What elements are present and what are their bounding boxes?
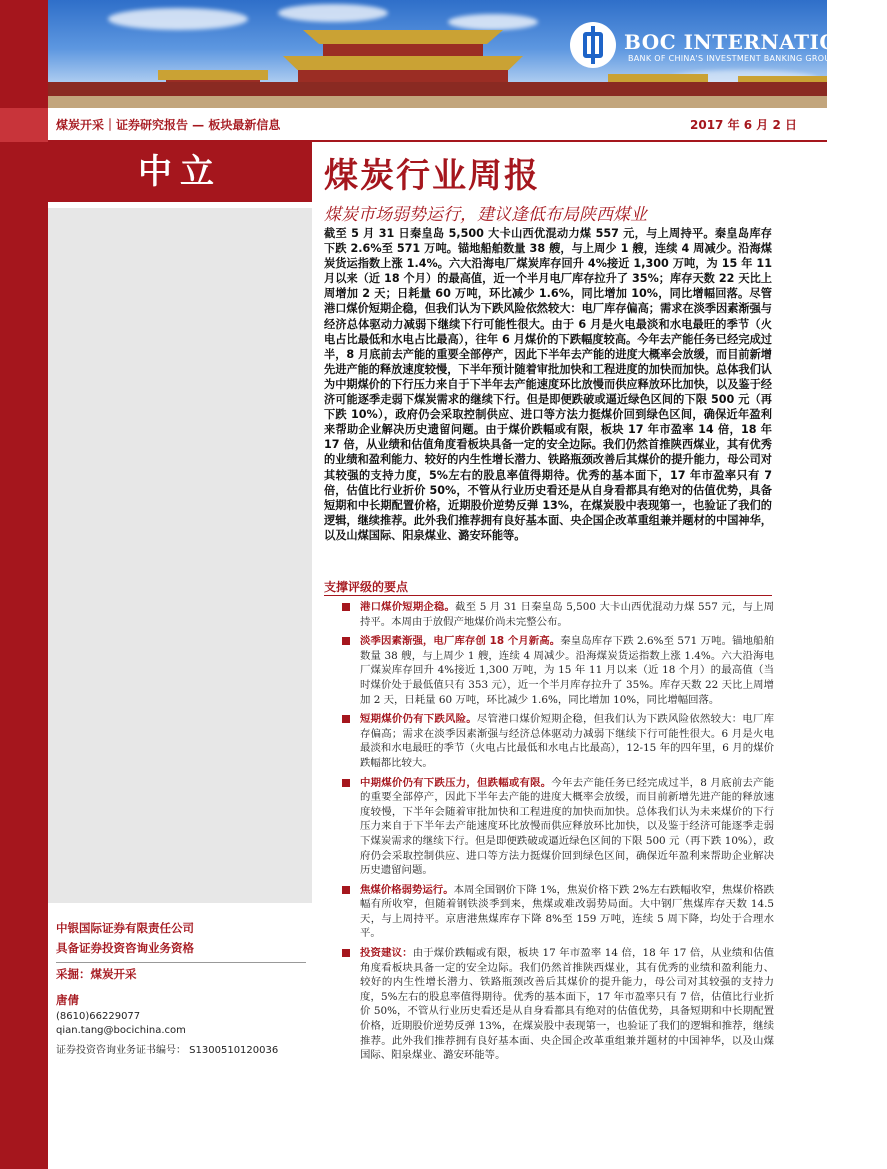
company-info [56,918,194,958]
list-item: 淡季因素渐强，电厂库存创 18 个月新高。秦皇岛库存下跌 2.6%至 571 万吨。锚地船舶数量 38 艘，与上周少 1 艘，连续 4 周减少。沿海煤炭货运指数上涨 1.4%。六大沿海电厂煤炭库存回升 4%接近 1,300 万吨，为 15 年 11 月以来（近 18 个月）的最高值（当时煤价处于最低值只有 353 元），近一个半月库存拉升了 35%。库存天数 22 天比上周增加 2 天，日耗量 60 万吨，环比减少 1.6%，同比增加 10%，同比增幅回落。 [342,634,774,707]
left-accent-strip [0,0,48,1169]
analyst-email[interactable]: qian.tang@bocichina.com [56,1025,186,1036]
company-qualification: 具备证券投资咨询业务资格 [56,941,194,955]
brand-subtitle: BANK OF CHINA'S INVESTMENT BANKING GROUP [628,54,836,63]
cloud [108,8,248,30]
bullet-square-icon [342,886,350,894]
rating-label: 中立 [138,152,222,192]
list-item: 短期煤价仍有下跌风险。尽管港口煤价短期企稳，但我们认为下跌风险依然较大：电厂库存偏高；需求在淡季因素渐强与经济总体驱动力减弱下继续下行可能性很大。6 月是火电最淡和水电最旺的季节（火电占比最低和水电占比最高），12-15 年的四年里，6 月的煤价跌幅都比较大。 [342,712,774,770]
courtyard [48,96,827,108]
sidebar-panel [48,208,312,903]
brand-name: BOC INTERNATIONAL [624,30,887,54]
cloud [278,4,388,22]
list-item: 投资建议：由于煤价跌幅或有限，板块 17 年市盈率 14 倍，18 年 17 倍，从业绩和估值角度看板块具备一定的安全边际。我们仍然首推陕西煤业，其有优秀的业绩和盈利能力、较好的内生性增长潜力、铁路瓶颈改善后其煤价的提升能力，母公司对其较强的支持力度，5%左右的股息率值得期待。优秀的基本面下，17 年市盈率只有 7 倍，估值比行业折价 50%，不管从行业历史看还是从自身看都具有绝对的估值优势，具备短期和中长期配置价格，近期股价逆势反弹 13%，在煤炭股中表现第一，也验证了我们的逻辑和推荐，继续推荐。此外我们推荐拥有良好基本面、央企国企改革重组兼并题材的中国神华，以及山煤国际、阳泉煤业、潞安环能等。 [342,946,774,1063]
palace-roof-lower [283,56,523,70]
bullet-square-icon [342,715,350,723]
bullet-square-icon [342,603,350,611]
boc-logo-icon [570,22,616,68]
breadcrumb: 煤炭开采｜证券研究报告 — 板块最新信息 [56,118,281,132]
support-divider [324,595,772,596]
side-roof-left [158,70,268,80]
report-title: 煤炭行业周报 [324,156,540,196]
company-name: 中银国际证券有限责任公司 [56,921,194,935]
palace-hall-top [323,44,483,58]
summary-paragraph: 截至 5 月 31 日秦皇岛 5,500 大卡山西优混动力煤 557 元，与上周持平。秦皇岛库存下跌 2.6%至 571 万吨。锚地船舶数量 38 艘，与上周少 1 艘，连续 4 周减少。沿海煤炭货运指数上涨 1.4%。六大沿海电厂煤炭库存回升 4%接近 1,300 万吨，为 15 年 11 月以来（近 18 个月）的最高值，近一个半月电厂库存拉升了 35%；库存天数 22 天比上周增加 2 天；日耗量 60 万吨，环比减少 1.6%，同比增加 10%，同比增幅回落。尽管港口煤价短期企稳，但我们认为下跌风险依然较大：电厂库存偏高；需求在淡季因素渐强与经济总体驱动力减弱下继续下行可能性很大。由于 6 月是火电最淡和水电最旺的季节（火电占比最低和水电占比最高），往年 6 月煤价的下跌幅度较高。今年去产能任务已经完成过半，8 月底前去产能的重要全部停产，因此下半年去产能的进度大概率会放缓，而目前新增先进产能的释放速度较慢，下半年预计随着审批加快和工程进度的加快而加快。总体我们认为中期煤价的下行压力来自于下半年去产能速度环比放慢而供应释放环比加快，以及鉴于经济可能逐季走弱下煤炭需求的继续下行。但是即便跌破或逼近绿色区间的下限 500 元（再下跌 10%），政府仍会采取控制供应、进口等方法力挺煤价回到绿色区间，确保近年盈利来帮助企业解决历史遗留问题。由于煤价跌幅或有限，板块 17 年市盈率 14 倍，18 年 17 倍，从业绩和估值角度看板块具备一定的安全边际。我们仍然首推陕西煤业，其有优秀的业绩和盈利能力、较好的内生性增长潜力、铁路瓶颈改善后其煤价的提升能力，母公司对其较强的支持力度，5%左右的股息率值得期待。优秀的基本面下，17 年市盈率只有 7 倍，估值比行业折价 50%，不管从行业历史看还是从自身看都具有绝对的估值优势，具备短期和中长期配置价格，近期股价逆势反弹 13%，在煤炭股中表现第一，也验证了我们的逻辑，继续推荐。此外我们推荐拥有良好基本面、央企国企改革重组兼并题材的中国神华，以及山煤国际、阳泉煤业、潞安环能等。 [324,227,772,542]
bullet-square-icon [342,637,350,645]
sidebar-divider [56,962,306,963]
report-date: 2017 年 6 月 2 日 [690,118,797,132]
bullet-square-icon [342,779,350,787]
header-banner [48,0,887,108]
list-item: 港口煤价短期企稳。截至 5 月 31 日秦皇岛 5,500 大卡山西优混动力煤 557 元，与上周持平。本周由于放假产地煤价尚未完整公布。 [342,600,774,629]
support-points [342,600,774,1068]
list-item: 中期煤价仍有下跌压力，但跌幅或有限。今年去产能任务已经完成过半，8 月底前去产能的重要全部停产，因此下半年去产能的进度大概率会放缓，而目前新增先进产能的释放速度较慢，下半年会随着审批加快和工程进度的加快而加快。总体我们认为未来煤价的下行压力来自于下半年去产能速度环比放慢而供应释放环比加快，以及鉴于经济可能逐季走弱下煤炭需求的继续下行。但是即便跌破或逼近绿色区间的下限 500 元（再下跌 10%），政府仍会采取控制供应、进口等方法力挺煤价回到绿色区间，确保近年盈利来帮助企业解决历史遗留问题。 [342,776,774,878]
list-item: 焦煤价格弱势运行。本周全国钢价下降 1%，焦炭价格下跌 2%左右跌幅收窄，焦煤价格跌幅有所收窄，但随着钢铁淡季到来，焦煤或难改弱势局面。大中钢厂焦煤库存天数 14.5 天，与上周持平。京唐港焦煤库存下降 8%至 159 万吨，连续 5 周下降，均处于合理水平。 [342,883,774,941]
bullet-square-icon [342,949,350,957]
report-subtitle: 煤炭市场弱势运行，建议逢低布局陕西煤业 [324,205,647,225]
cloud [448,14,538,30]
license-number: 证券投资咨询业务证书编号： S1300510120036 [56,1045,279,1056]
support-heading: 支撑评级的要点 [324,580,409,594]
left-accent-block [0,108,48,142]
sector-label: 采掘：煤炭开采 [56,967,137,981]
analyst-phone: (8610)66229077 [56,1011,141,1022]
analyst-name: 唐倩 [56,993,79,1007]
rating-box [48,142,312,202]
palace-roof-top [303,30,503,44]
